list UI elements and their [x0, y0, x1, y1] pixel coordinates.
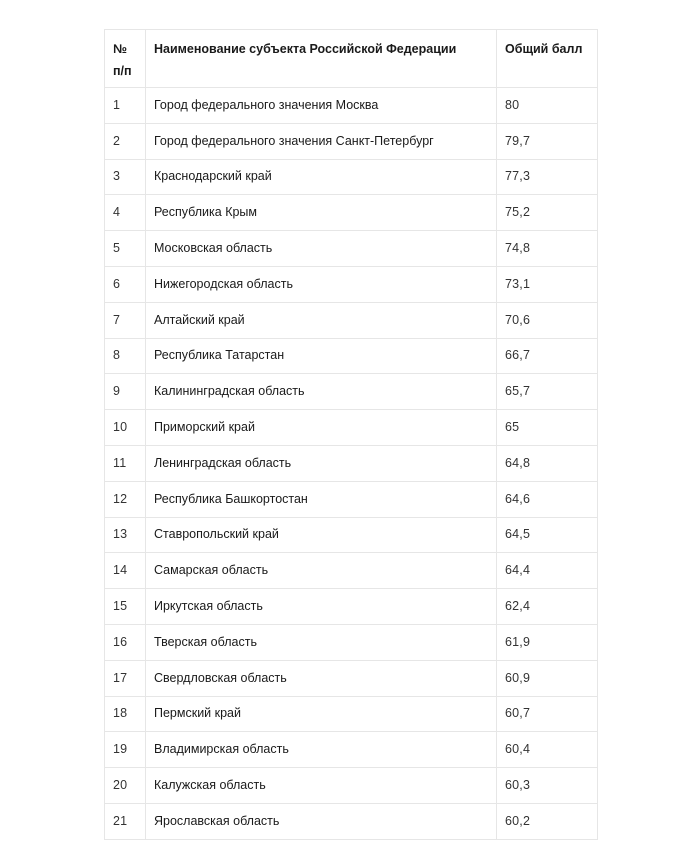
table-row — [105, 231, 598, 267]
row-number-cell: 3 — [105, 159, 146, 195]
score-cell: 65 — [497, 410, 598, 446]
region-name-cell: Московская область — [146, 231, 497, 267]
score-cell: 62,4 — [497, 589, 598, 625]
row-number-cell: 2 — [105, 123, 146, 159]
table-row — [105, 624, 598, 660]
region-name-cell: Тверская область — [146, 624, 497, 660]
region-name-cell: Калужская область — [146, 768, 497, 804]
table-row — [105, 660, 598, 696]
score-cell: 80 — [497, 88, 598, 124]
row-number-cell: 16 — [105, 624, 146, 660]
score-cell: 66,7 — [497, 338, 598, 374]
region-name-cell: Владимирская область — [146, 732, 497, 768]
column-header-score: Общий балл — [497, 30, 598, 88]
row-number-cell: 6 — [105, 266, 146, 302]
region-name-cell: Свердловская область — [146, 660, 497, 696]
score-cell: 64,5 — [497, 517, 598, 553]
table-row — [105, 88, 598, 124]
score-cell: 77,3 — [497, 159, 598, 195]
score-cell: 64,4 — [497, 553, 598, 589]
region-name-cell: Ленинградская область — [146, 445, 497, 481]
region-name-cell: Город федерального значения Санкт-Петербург — [146, 123, 497, 159]
region-name-cell: Приморский край — [146, 410, 497, 446]
table-row — [105, 410, 598, 446]
table-row — [105, 374, 598, 410]
column-header-name: Наименование субъекта Российской Федерации — [146, 30, 497, 88]
row-number-cell: 14 — [105, 553, 146, 589]
row-number-cell: 12 — [105, 481, 146, 517]
score-cell: 75,2 — [497, 195, 598, 231]
table-row — [105, 732, 598, 768]
row-number-cell: 1 — [105, 88, 146, 124]
row-number-cell: 9 — [105, 374, 146, 410]
table-row — [105, 338, 598, 374]
region-name-cell: Республика Татарстан — [146, 338, 497, 374]
region-name-cell: Нижегородская область — [146, 266, 497, 302]
row-number-cell: 10 — [105, 410, 146, 446]
row-number-cell: 18 — [105, 696, 146, 732]
table-row — [105, 768, 598, 804]
row-number-cell: 19 — [105, 732, 146, 768]
table-row — [105, 123, 598, 159]
table-row — [105, 553, 598, 589]
row-number-cell: 13 — [105, 517, 146, 553]
region-name-cell: Республика Башкортостан — [146, 481, 497, 517]
region-name-cell: Ставропольский край — [146, 517, 497, 553]
column-header-number-line2: п/п — [113, 64, 132, 78]
region-name-cell: Город федерального значения Москва — [146, 88, 497, 124]
score-cell: 60,3 — [497, 768, 598, 804]
score-cell: 70,6 — [497, 302, 598, 338]
table-row — [105, 195, 598, 231]
region-name-cell: Ярославская область — [146, 803, 497, 839]
score-cell: 74,8 — [497, 231, 598, 267]
score-cell: 60,7 — [497, 696, 598, 732]
region-name-cell: Иркутская область — [146, 589, 497, 625]
score-cell: 64,6 — [497, 481, 598, 517]
row-number-cell: 11 — [105, 445, 146, 481]
column-header-number-line1: № — [113, 42, 127, 56]
table-row — [105, 159, 598, 195]
table-row — [105, 803, 598, 839]
score-cell: 60,9 — [497, 660, 598, 696]
row-number-cell: 21 — [105, 803, 146, 839]
score-cell: 65,7 — [497, 374, 598, 410]
row-number-cell: 5 — [105, 231, 146, 267]
ranking-table — [104, 29, 598, 840]
table-row — [105, 266, 598, 302]
header-row — [105, 30, 598, 88]
region-name-cell: Краснодарский край — [146, 159, 497, 195]
table-header — [105, 30, 598, 88]
score-cell: 61,9 — [497, 624, 598, 660]
table-row — [105, 481, 598, 517]
row-number-cell: 8 — [105, 338, 146, 374]
score-cell: 79,7 — [497, 123, 598, 159]
table-row — [105, 302, 598, 338]
table-body — [105, 88, 598, 840]
region-name-cell: Алтайский край — [146, 302, 497, 338]
region-name-cell: Калининградская область — [146, 374, 497, 410]
table-row — [105, 517, 598, 553]
row-number-cell: 7 — [105, 302, 146, 338]
table-row — [105, 445, 598, 481]
region-name-cell: Самарская область — [146, 553, 497, 589]
table-row — [105, 589, 598, 625]
row-number-cell: 17 — [105, 660, 146, 696]
table-row — [105, 696, 598, 732]
region-name-cell: Пермский край — [146, 696, 497, 732]
row-number-cell: 4 — [105, 195, 146, 231]
row-number-cell: 15 — [105, 589, 146, 625]
score-cell: 60,4 — [497, 732, 598, 768]
region-name-cell: Республика Крым — [146, 195, 497, 231]
row-number-cell: 20 — [105, 768, 146, 804]
column-header-number — [105, 30, 146, 88]
score-cell: 60,2 — [497, 803, 598, 839]
score-cell: 73,1 — [497, 266, 598, 302]
score-cell: 64,8 — [497, 445, 598, 481]
